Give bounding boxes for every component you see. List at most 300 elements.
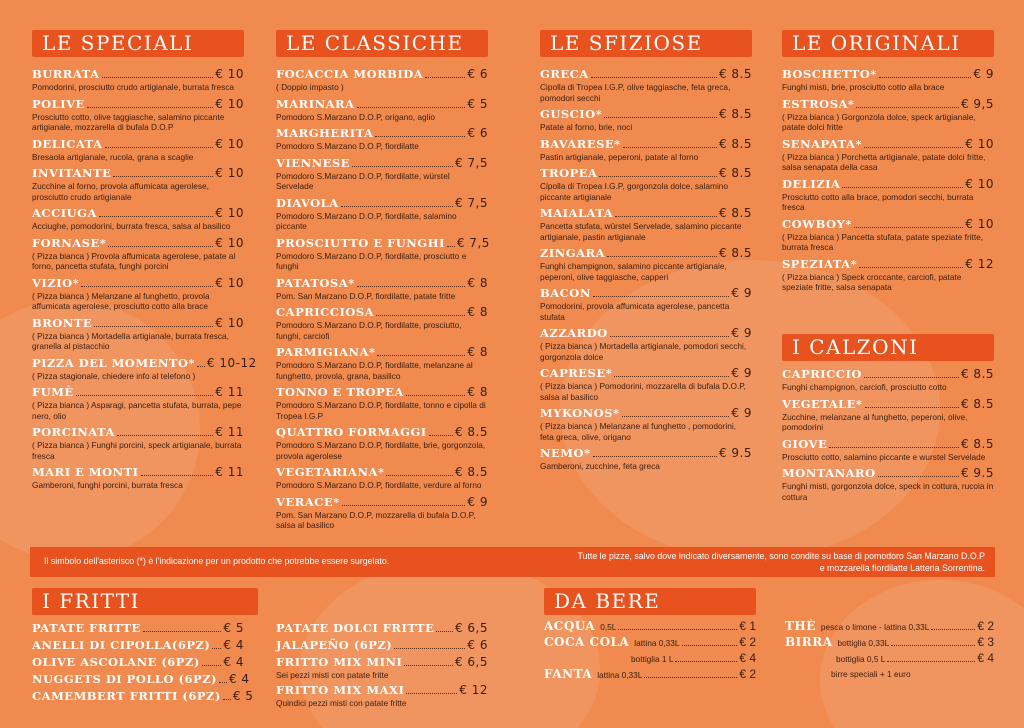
dot-leader	[644, 677, 737, 678]
bere-title: DA BERE	[544, 588, 756, 615]
menu-item	[32, 621, 244, 636]
dot-leader	[879, 77, 972, 78]
menu-item-row	[276, 276, 488, 291]
menu-item-description: Funghi misti, brie, prosciutto cotto alla brace	[782, 82, 945, 92]
drink-size: 0,5L	[600, 622, 617, 632]
menu-item-price: € 7,5	[454, 155, 488, 170]
menu-item-name: PATATE DOLCI FRITTE	[276, 621, 435, 635]
menu-item	[540, 366, 752, 402]
menu-item-row	[276, 305, 488, 320]
menu-item-description: Funghi champignon, salamino piccante artigianale, peperoni, olive taggiasche, capperi	[540, 261, 727, 282]
menu-item-name: FUMÈ	[32, 385, 74, 399]
menu-item-row	[276, 156, 488, 171]
drink-price: € 1	[739, 619, 756, 633]
menu-item-price: € 8.5	[960, 367, 994, 381]
menu-item-row	[276, 97, 488, 112]
menu-item-name: INVITANTE	[32, 166, 112, 180]
menu-item-name: SENAPATA*	[782, 136, 862, 151]
menu-item-name: OLIVE ASCOLANE (6PZ)	[32, 655, 200, 669]
menu-item-description: Zucchine al forno, provola affumicata agerolese, prosciutto crudo artigianale	[32, 181, 209, 202]
menu-item-row	[32, 385, 244, 400]
menu-item	[540, 107, 752, 133]
drink-price: € 2	[977, 619, 994, 633]
menu-item	[32, 385, 244, 421]
sfiziose-title: LE SFIZIOSE	[540, 30, 752, 57]
menu-item-price: € 8.5	[718, 107, 752, 121]
menu-item-name: CAPRICCIO	[782, 367, 862, 381]
menu-item-name: DELICATA	[32, 136, 103, 151]
calzoni-title: I CALZONI	[782, 334, 994, 361]
menu-item-description: Pastin artigianale, peperoni, patate al forno	[540, 151, 699, 162]
dot-leader	[591, 77, 717, 78]
menu-item	[540, 446, 752, 472]
menu-item	[32, 97, 244, 133]
menu-item-name: BAVARESE*	[540, 136, 621, 151]
menu-item-row	[540, 107, 752, 122]
menu-item-name: FORNASE*	[32, 235, 107, 250]
menu-item-description: ( Pizza bianca ) Pancetta stufata, patate speziate fritte, burrata fresca	[782, 231, 984, 252]
menu-item-price: € 11	[215, 465, 244, 479]
menu-item	[782, 437, 994, 463]
menu-item-price: € 10	[215, 96, 244, 111]
menu-item	[276, 638, 488, 653]
dot-leader	[864, 147, 963, 148]
drink-the	[785, 619, 994, 635]
menu-item-description: Pom. San Marzano D.O.P, fiordilatte, patate fritte	[276, 290, 456, 301]
drink-birra-big	[785, 651, 994, 667]
drink-price: € 3	[977, 635, 994, 649]
dot-leader	[341, 206, 453, 207]
menu-item-price: € 9	[973, 67, 994, 81]
menu-item-name: VIENNESE	[276, 155, 350, 170]
menu-item	[276, 385, 488, 421]
menu-item-description: Sei pezzi misti con patate fritte	[276, 670, 389, 680]
menu-item-name: MARINARA	[276, 96, 355, 111]
menu-item	[32, 67, 244, 93]
dot-leader	[376, 315, 465, 316]
menu-item-row	[32, 276, 244, 291]
menu-item-row	[276, 495, 488, 510]
menu-item-price: € 5	[467, 96, 488, 111]
menu-item-price: € 10	[215, 275, 244, 290]
drink-size: bottiglia 0,5 L	[836, 654, 886, 664]
menu-item-price: € 8.5	[960, 396, 994, 411]
fritti-title: I FRITTI	[32, 588, 258, 615]
dot-leader	[117, 435, 213, 436]
menu-item-price: € 10	[215, 67, 244, 81]
dot-leader	[143, 631, 222, 632]
menu-item	[276, 276, 488, 302]
menu-item	[32, 465, 244, 491]
classiche-list	[276, 67, 488, 531]
classiche-title: LE CLASSICHE	[276, 30, 488, 57]
menu-item-description: Acciughe, pomodorini, burrata fresca, salsa al basilico	[32, 221, 231, 231]
menu-item-price: € 8.5	[718, 246, 752, 260]
menu-item-description: ( Pizza bianca ) Gorgonzola dolce, speck artigianale, patate dolci fritte	[782, 111, 976, 132]
drink-price: € 4	[739, 651, 756, 665]
menu-item-name: PARMIGIANA*	[276, 345, 376, 359]
menu-item	[32, 689, 254, 704]
menu-item-description: Pom. San Marzano D.O.P, mozzarella di bufala D.O.P, salsa al basilico	[276, 509, 476, 530]
menu-item-name: BACON	[540, 286, 591, 300]
menu-item	[276, 495, 488, 531]
menu-item-description: Gamberoni, funghi porcini, burrata fresca	[32, 480, 183, 490]
menu-item-description: Pomodoro S.Marzano D.O.P, origano, aglio	[276, 111, 435, 122]
menu-item-description: Patate al forno, brie, noci	[540, 122, 633, 132]
menu-item	[782, 97, 994, 133]
dot-leader	[618, 629, 737, 630]
drink-size: bottiglia 0,33L	[837, 638, 890, 648]
dot-leader	[76, 395, 214, 396]
drink-name: BIRRA	[785, 635, 833, 649]
dot-leader	[604, 117, 717, 118]
drink-birra	[785, 635, 994, 651]
menu-item-price: € 9	[731, 366, 752, 380]
menu-item-name: PATATE FRITTE	[32, 621, 141, 635]
menu-item-row	[276, 465, 488, 480]
menu-item	[276, 67, 488, 93]
menu-item-description: Pomodoro S.Marzano D.O.P, fiordilatte, salamino piccante	[276, 210, 457, 231]
menu-item-name: ANELLI DI CIPOLLA(6PZ)	[32, 638, 211, 652]
menu-item	[32, 316, 244, 352]
dot-leader	[219, 682, 227, 683]
menu-item-name: ZINGARA	[540, 246, 606, 260]
dot-leader	[375, 136, 465, 137]
menu-item-name: COWBOY*	[782, 216, 852, 231]
menu-item	[276, 236, 488, 272]
menu-item-description: Zucchine, melanzane al funghetto, peperoni, olive, pomodorini	[782, 411, 968, 432]
dot-leader	[607, 256, 717, 257]
menu-item-row	[540, 286, 752, 301]
menu-item-name: VERACE*	[276, 494, 340, 509]
menu-item-price: € 8	[467, 345, 488, 359]
classiche-section	[276, 30, 488, 531]
dot-leader	[197, 366, 205, 367]
dot-leader	[593, 296, 730, 297]
menu-item-name: MAIALATA	[540, 206, 614, 220]
menu-item-row	[276, 683, 488, 698]
menu-item	[782, 217, 994, 253]
dot-leader	[141, 475, 214, 476]
menu-item-row	[782, 466, 994, 481]
dot-leader	[436, 631, 453, 632]
menu-item-price: € 9	[731, 406, 752, 420]
menu-item-price: € 5	[232, 689, 254, 703]
menu-item-description: ( Pizza bianca ) Pomodorini, mozzarella di bufala D.O.P, salsa al basilico	[540, 381, 746, 402]
speciali-title: LE SPECIALI	[32, 30, 244, 57]
menu-item-price: € 10	[965, 176, 994, 191]
dot-leader	[859, 267, 963, 268]
menu-item-name: PIZZA DEL MOMENTO*	[32, 355, 195, 370]
menu-item-name: GUSCIO*	[540, 107, 603, 121]
menu-item	[782, 67, 994, 93]
menu-item-name: MARI E MONTI	[32, 465, 139, 479]
menu-item-price: € 9,5	[960, 96, 994, 111]
menu-item	[276, 683, 488, 709]
menu-item-row	[782, 67, 994, 82]
menu-item-price: € 6	[467, 126, 488, 140]
calzoni-list	[782, 367, 994, 502]
drink-price: € 2	[739, 667, 756, 681]
menu-item-name: DIAVOLA	[276, 195, 339, 210]
menu-item-description: Pomodoro S.Marzano D.O.P, fiordilatte, prosciutto, funghi, carciofi	[276, 320, 462, 341]
menu-item-price: € 8.5	[718, 206, 752, 220]
menu-item	[32, 672, 250, 687]
menu-item-price: € 9.5	[718, 446, 752, 460]
menu-item-price: € 11	[215, 425, 244, 439]
menu-item	[782, 466, 994, 502]
menu-item	[276, 126, 488, 152]
sfiziose-list	[540, 67, 752, 472]
menu-item-row	[782, 217, 994, 232]
menu-item-name: NEMO*	[540, 446, 591, 460]
menu-item-name: FRITTO MIX MINI	[276, 655, 403, 669]
menu-item-price: € 8	[467, 275, 488, 290]
menu-item	[32, 655, 244, 670]
menu-item-description: ( Pizza bianca ) Mortadella artigianale, burrata fresca, granella al pistacchio	[32, 330, 229, 351]
menu-item-price: € 10	[965, 136, 994, 151]
menu-item-name: AZZARDO	[540, 326, 608, 340]
speciali-section	[32, 30, 257, 491]
menu-item-description: Quindici pezzi misti con patate fritte	[276, 697, 407, 708]
menu-item-name: PATATOSA*	[276, 275, 355, 290]
menu-item-description: Pomodoro S.Marzano D.O.P, fiordilatte, tonno e cipolla di Tropea I.G.P	[276, 400, 486, 421]
menu-item-row	[276, 67, 488, 82]
menu-item-name: TONNO E TROPEA	[276, 385, 404, 399]
menu-item-price: € 10	[215, 315, 244, 330]
dot-leader	[829, 447, 959, 448]
menu-item-price: € 9	[731, 286, 752, 300]
menu-item-name: ESTROSA*	[782, 96, 855, 111]
menu-item-price: € 4	[223, 638, 244, 652]
menu-item-description: Pomodorini, prosciutto crudo artigianale, burrata fresca	[32, 82, 234, 92]
menu-item	[276, 425, 488, 461]
menu-item-price: € 8.5	[718, 166, 752, 180]
menu-item-name: MARGHERITA	[276, 126, 374, 140]
menu-item-description: ( Pizza bianca ) Porchetta artigianale, patate dolci fritte, salsa senapata della casa	[782, 151, 986, 172]
menu-item-row	[32, 137, 244, 152]
menu-item-row	[32, 621, 244, 636]
menu-item-row	[540, 246, 752, 261]
drink-size: bottiglia 1 L	[631, 654, 674, 664]
menu-item-price: € 9	[467, 494, 488, 509]
menu-item	[276, 305, 488, 341]
menu-item-row	[540, 67, 752, 82]
menu-item-description: ( Pizza bianca ) Funghi porcini, speck artigianale, burrata fresca	[32, 440, 242, 461]
menu-item-description: Pomodorini, provola affumicata agerolese, pancetta stufata	[540, 301, 730, 322]
menu-item	[782, 397, 994, 433]
menu-item-price: € 7,5	[456, 235, 490, 250]
dot-leader	[615, 216, 717, 217]
menu-item	[540, 406, 752, 442]
menu-item-description: ( Pizza bianca ) Mortadella artigianale, pomodori secchi, gorgonzola dolce	[540, 341, 747, 362]
menu-item-name: MONTANARO	[782, 466, 876, 480]
dot-leader	[212, 648, 221, 649]
dot-leader	[623, 147, 717, 148]
dot-leader	[842, 187, 963, 188]
menu-item-name: FRITTO MIX MAXI	[276, 682, 405, 697]
dot-leader	[854, 227, 964, 228]
menu-item-description: Pomodoro S.Marzano D.O.P, fiordilatte, würstel Servelade	[276, 170, 450, 191]
menu-item-name: CAMEMBERT FRITTI (6PZ)	[32, 689, 221, 703]
dot-leader	[202, 665, 222, 666]
menu-item	[276, 156, 488, 192]
menu-item-name: FOCACCIA MORBIDA	[276, 67, 424, 81]
dot-leader	[352, 166, 453, 167]
notes-bar	[30, 547, 995, 577]
menu-item-description: Gamberoni, zucchine, feta greca	[540, 461, 660, 471]
drink-coca-cola-bottle	[544, 651, 756, 667]
dot-leader	[386, 475, 453, 476]
menu-item-description: ( Pizza bianca ) Asparagi, pancetta stufata, burrata, pepe nero, olio	[32, 400, 242, 421]
menu-item-description: ( Pizza bianca ) Speck croccante, carciofi, patate speziate fritte, salsa senapata	[782, 271, 962, 292]
dot-leader	[94, 326, 213, 327]
menu-item-description: Pomodoro S.Marzano D.O.P, fiordilatte, verdure al forno	[276, 480, 482, 490]
menu-item-row	[540, 446, 752, 461]
birre-speciali-note: birre speciali + 1 euro	[831, 669, 911, 679]
menu-item	[540, 166, 752, 202]
menu-item-row	[782, 97, 994, 112]
menu-item	[32, 638, 244, 653]
menu-item-row	[32, 689, 254, 704]
dot-leader	[931, 629, 975, 630]
menu-item-row	[782, 367, 994, 382]
menu-item-row	[32, 97, 244, 112]
dot-leader	[99, 216, 213, 217]
menu-item	[782, 367, 994, 393]
menu-item-row	[32, 67, 244, 82]
originali-title: LE ORIGINALI	[782, 30, 994, 57]
menu-item	[276, 655, 488, 681]
menu-item-name: ACCIUGA	[32, 206, 97, 220]
dot-leader	[113, 176, 213, 177]
dot-leader	[377, 355, 465, 356]
menu-item-price: € 9	[731, 326, 752, 340]
menu-item	[32, 166, 244, 202]
drink-acqua	[544, 619, 756, 635]
dot-leader	[447, 246, 455, 247]
drink-name: COCA COLA	[544, 635, 630, 649]
menu-item-price: € 6	[467, 638, 488, 652]
dot-leader	[682, 645, 738, 646]
dot-leader	[425, 77, 465, 78]
menu-item	[540, 326, 752, 362]
menu-item-price: € 8	[467, 305, 488, 319]
menu-item	[32, 206, 244, 232]
menu-item	[276, 345, 488, 381]
dot-leader	[102, 77, 214, 78]
menu-item-description: Prosciutto cotto, olive taggiasche, salamino piccante artigianale, mozzarella di bufala D.O.P	[32, 111, 225, 132]
menu-item-row	[32, 465, 244, 480]
base-note-line2: e mozzarella fiordilatte Latteria Sorrentina.	[819, 563, 985, 573]
menu-item-row	[32, 206, 244, 221]
menu-item-row	[540, 326, 752, 341]
asterisk-note: Il simbolo dell'asterisco (*) è l'indicazione per un prodotto che potrebbe essere surgelato.	[44, 556, 390, 566]
menu-item-description: ( Pizza bianca ) Provola affumicata agerolese, patate al forno, pancetta stufata, funghi porcini	[32, 250, 236, 271]
menu-item	[540, 206, 752, 242]
menu-item-price: € 6	[467, 67, 488, 81]
menu-item-name: VIZIO*	[32, 275, 80, 290]
drink-price: € 2	[739, 635, 756, 649]
sfiziose-section	[540, 30, 752, 472]
base-note-line1: Tutte le pizze, salvo dove indicato diversamente, sono condite su base di pomodoro San Marzano D.O.P	[577, 551, 985, 561]
dot-leader	[357, 286, 466, 287]
menu-item-description: Pomodoro S.Marzano D.O.P, fiordilatte, prosciutto e funghi	[276, 250, 467, 271]
menu-item-row	[276, 196, 488, 211]
bere-right-list	[785, 619, 994, 682]
menu-item-name: PORCINATA	[32, 425, 115, 439]
menu-item-price: € 8.5	[718, 67, 752, 81]
menu-item-price: € 7,5	[454, 195, 488, 210]
menu-item-row	[32, 316, 244, 331]
menu-item-name: DELIZIA	[782, 176, 841, 191]
menu-item-row	[782, 257, 994, 272]
menu-item	[782, 257, 994, 293]
fritti-section	[32, 588, 488, 615]
menu-item-description: Funghi champignon, carciofi, prosciutto cotto	[782, 382, 947, 392]
menu-item-name: QUATTRO FORMAGGI	[276, 425, 427, 439]
dot-leader	[887, 661, 975, 662]
menu-item-price: € 11	[215, 385, 244, 399]
menu-item-description: Cipolla di Tropea I.G.P, olive taggiasche, feta greca, pomodori secchi	[540, 82, 731, 103]
menu-item-price: € 4	[223, 655, 244, 669]
menu-item-row	[32, 236, 244, 251]
menu-item	[782, 137, 994, 173]
menu-item	[540, 137, 752, 163]
bere-section	[544, 588, 756, 615]
menu-item-price: € 8.5	[454, 425, 488, 439]
dot-leader	[622, 416, 730, 417]
dot-leader	[599, 176, 716, 177]
drink-fanta	[544, 667, 756, 683]
menu-item-name: CAPRICCIOSA	[276, 305, 375, 319]
drink-size: lattina 0,33L	[597, 670, 643, 680]
menu-item-row	[540, 137, 752, 152]
menu-item-description: Prosciutto cotto, salamino piccante e wurstel Servelade	[782, 451, 986, 462]
menu-item	[32, 425, 244, 461]
menu-item-name: MYKONOS*	[540, 406, 620, 420]
menu-item-row	[276, 126, 488, 141]
menu-item-name: TROPEA	[540, 166, 598, 180]
dot-leader	[223, 699, 231, 700]
menu-item-name: BOSCHETTO*	[782, 67, 877, 81]
menu-item-price: € 4	[228, 672, 250, 686]
bere-left-list	[544, 619, 756, 683]
menu-item-name: VEGETALE*	[782, 396, 863, 411]
menu-item-row	[32, 655, 244, 670]
dot-leader	[891, 645, 975, 646]
menu-item-price: € 8.5	[960, 436, 994, 451]
menu-item-name: GIOVE	[782, 436, 828, 451]
menu-item-row	[782, 137, 994, 152]
dot-leader	[406, 395, 466, 396]
dot-leader	[593, 456, 717, 457]
menu-item-row	[276, 385, 488, 400]
menu-item-row	[32, 638, 244, 653]
dot-leader	[865, 407, 959, 408]
menu-item-description: Pancetta stufata, würstel Servelade, salamino piccante artigianale, pastin artigianale	[540, 221, 742, 242]
dot-leader	[864, 377, 959, 378]
drink-name: THÈ	[785, 619, 816, 633]
menu-item-row	[32, 672, 250, 687]
menu-item	[32, 137, 244, 163]
menu-item	[276, 196, 488, 232]
menu-item-price: € 12	[459, 682, 488, 697]
menu-item-row	[540, 206, 752, 221]
menu-item-price: € 6,5	[454, 621, 488, 635]
dot-leader	[610, 336, 730, 337]
menu-item-description: Prosciutto cotto alla brace, pomodori secchi, burrata fresca	[782, 191, 974, 212]
